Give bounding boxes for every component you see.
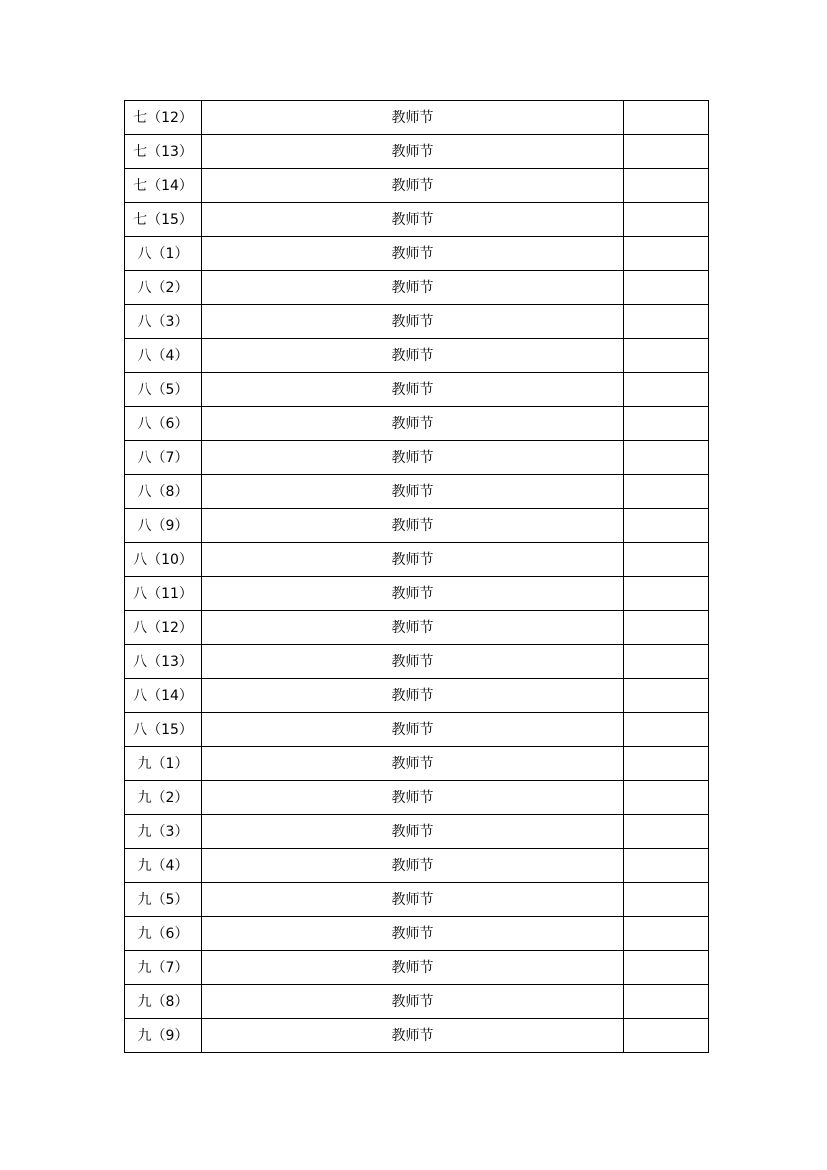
event-cell: 教师节 bbox=[202, 815, 624, 849]
class-cell: 九（9） bbox=[125, 1019, 202, 1053]
note-cell bbox=[624, 645, 709, 679]
table-row bbox=[125, 475, 709, 509]
table-row bbox=[125, 339, 709, 373]
class-cell: 八（8） bbox=[125, 475, 202, 509]
note-cell bbox=[624, 577, 709, 611]
table-row bbox=[125, 645, 709, 679]
event-cell: 教师节 bbox=[202, 577, 624, 611]
note-cell bbox=[624, 679, 709, 713]
event-cell: 教师节 bbox=[202, 543, 624, 577]
class-cell: 八（5） bbox=[125, 373, 202, 407]
class-cell: 八（13） bbox=[125, 645, 202, 679]
event-cell: 教师节 bbox=[202, 203, 624, 237]
table-row bbox=[125, 101, 709, 135]
note-cell bbox=[624, 305, 709, 339]
table-row bbox=[125, 679, 709, 713]
class-cell: 八（10） bbox=[125, 543, 202, 577]
note-cell bbox=[624, 815, 709, 849]
event-cell: 教师节 bbox=[202, 747, 624, 781]
table-row bbox=[125, 509, 709, 543]
class-cell: 八（14） bbox=[125, 679, 202, 713]
class-cell: 九（5） bbox=[125, 883, 202, 917]
note-cell bbox=[624, 781, 709, 815]
note-cell bbox=[624, 849, 709, 883]
table-row bbox=[125, 1019, 709, 1053]
note-cell bbox=[624, 407, 709, 441]
class-cell: 九（7） bbox=[125, 951, 202, 985]
note-cell bbox=[624, 611, 709, 645]
table-row bbox=[125, 407, 709, 441]
table-row bbox=[125, 169, 709, 203]
table-row bbox=[125, 917, 709, 951]
table-row bbox=[125, 373, 709, 407]
event-cell: 教师节 bbox=[202, 271, 624, 305]
note-cell bbox=[624, 1019, 709, 1053]
event-cell: 教师节 bbox=[202, 951, 624, 985]
note-cell bbox=[624, 917, 709, 951]
class-cell: 七（13） bbox=[125, 135, 202, 169]
event-cell: 教师节 bbox=[202, 883, 624, 917]
event-cell: 教师节 bbox=[202, 407, 624, 441]
class-cell: 八（11） bbox=[125, 577, 202, 611]
note-cell bbox=[624, 713, 709, 747]
event-cell: 教师节 bbox=[202, 611, 624, 645]
event-cell: 教师节 bbox=[202, 169, 624, 203]
table-row bbox=[125, 577, 709, 611]
event-cell: 教师节 bbox=[202, 237, 624, 271]
note-cell bbox=[624, 543, 709, 577]
class-cell: 八（3） bbox=[125, 305, 202, 339]
table-row bbox=[125, 781, 709, 815]
table-row bbox=[125, 713, 709, 747]
note-cell bbox=[624, 373, 709, 407]
table-body bbox=[125, 101, 709, 1053]
table-row bbox=[125, 815, 709, 849]
note-cell bbox=[624, 135, 709, 169]
note-cell bbox=[624, 985, 709, 1019]
table-row bbox=[125, 237, 709, 271]
note-cell bbox=[624, 339, 709, 373]
table-row bbox=[125, 441, 709, 475]
class-cell: 八（6） bbox=[125, 407, 202, 441]
note-cell bbox=[624, 271, 709, 305]
table-row bbox=[125, 611, 709, 645]
table-row bbox=[125, 543, 709, 577]
event-cell: 教师节 bbox=[202, 135, 624, 169]
event-cell: 教师节 bbox=[202, 679, 624, 713]
event-cell: 教师节 bbox=[202, 849, 624, 883]
event-cell: 教师节 bbox=[202, 373, 624, 407]
class-cell: 八（12） bbox=[125, 611, 202, 645]
class-cell: 八（4） bbox=[125, 339, 202, 373]
note-cell bbox=[624, 747, 709, 781]
table-row bbox=[125, 135, 709, 169]
class-cell: 八（7） bbox=[125, 441, 202, 475]
class-cell: 七（15） bbox=[125, 203, 202, 237]
class-cell: 九（8） bbox=[125, 985, 202, 1019]
class-cell: 七（12） bbox=[125, 101, 202, 135]
event-cell: 教师节 bbox=[202, 305, 624, 339]
note-cell bbox=[624, 951, 709, 985]
note-cell bbox=[624, 883, 709, 917]
note-cell bbox=[624, 101, 709, 135]
event-cell: 教师节 bbox=[202, 101, 624, 135]
class-cell: 八（2） bbox=[125, 271, 202, 305]
class-cell: 九（3） bbox=[125, 815, 202, 849]
class-cell: 九（6） bbox=[125, 917, 202, 951]
note-cell bbox=[624, 475, 709, 509]
note-cell bbox=[624, 509, 709, 543]
table-row bbox=[125, 985, 709, 1019]
class-cell: 九（1） bbox=[125, 747, 202, 781]
event-cell: 教师节 bbox=[202, 713, 624, 747]
schedule-table bbox=[124, 100, 709, 1053]
event-cell: 教师节 bbox=[202, 475, 624, 509]
class-cell: 九（4） bbox=[125, 849, 202, 883]
table-row bbox=[125, 747, 709, 781]
note-cell bbox=[624, 203, 709, 237]
note-cell bbox=[624, 169, 709, 203]
table-row bbox=[125, 883, 709, 917]
class-cell: 九（2） bbox=[125, 781, 202, 815]
table-row bbox=[125, 951, 709, 985]
class-cell: 八（15） bbox=[125, 713, 202, 747]
event-cell: 教师节 bbox=[202, 917, 624, 951]
table-row bbox=[125, 849, 709, 883]
note-cell bbox=[624, 441, 709, 475]
class-cell: 八（1） bbox=[125, 237, 202, 271]
table-row bbox=[125, 203, 709, 237]
note-cell bbox=[624, 237, 709, 271]
table-row bbox=[125, 305, 709, 339]
event-cell: 教师节 bbox=[202, 339, 624, 373]
class-cell: 八（9） bbox=[125, 509, 202, 543]
event-cell: 教师节 bbox=[202, 441, 624, 475]
event-cell: 教师节 bbox=[202, 509, 624, 543]
class-cell: 七（14） bbox=[125, 169, 202, 203]
event-cell: 教师节 bbox=[202, 985, 624, 1019]
table-row bbox=[125, 271, 709, 305]
event-cell: 教师节 bbox=[202, 645, 624, 679]
event-cell: 教师节 bbox=[202, 781, 624, 815]
event-cell: 教师节 bbox=[202, 1019, 624, 1053]
